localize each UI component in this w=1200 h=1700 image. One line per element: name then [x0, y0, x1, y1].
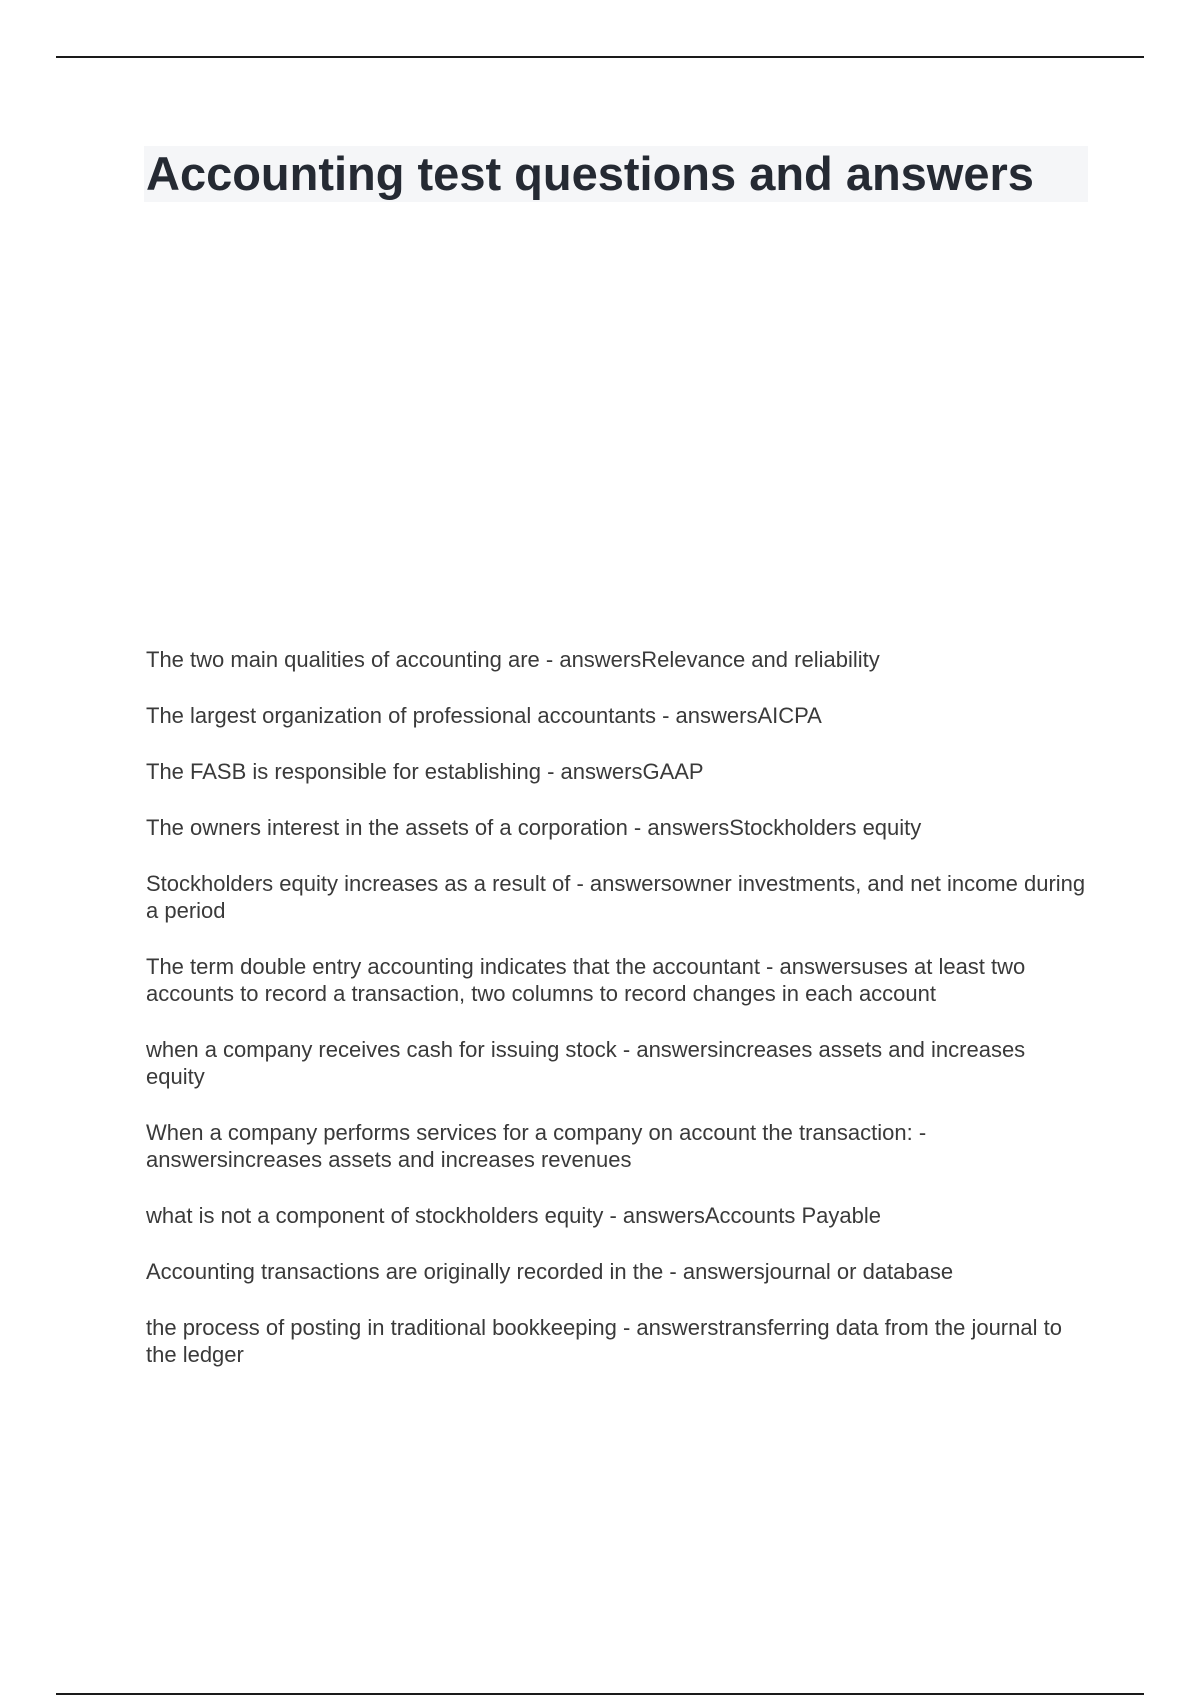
- qa-item: The owners interest in the assets of a corporation - answersStockholders equity: [146, 815, 922, 840]
- qa-item: The term double entry accounting indicates that the accountant - answersuses at least two accounts to record a transaction, two columns to record changes in each account: [146, 954, 1026, 1006]
- qa-item: The FASB is responsible for establishing - answersGAAP: [146, 759, 704, 784]
- qa-item: the process of posting in traditional bookkeeping - answerstransferring data from the journal to the ledger: [146, 1315, 1062, 1367]
- page-title: Accounting test questions and answers: [146, 147, 1034, 200]
- qa-item: when a company receives cash for issuing stock - answersincreases assets and increases equity: [146, 1037, 1026, 1089]
- qa-item: The largest organization of professional accountants - answersAICPA: [146, 703, 822, 728]
- header-rule: [56, 56, 1144, 58]
- qa-item: what is not a component of stockholders equity - answersAccounts Payable: [146, 1203, 881, 1228]
- qa-item: Stockholders equity increases as a result of - answersowner investments, and net income during a period: [146, 871, 1086, 923]
- qa-item: The two main qualities of accounting are - answersRelevance and reliability: [146, 647, 880, 672]
- qa-item: Accounting transactions are originally recorded in the - answersjournal or database: [146, 1259, 954, 1284]
- footer-rule: [56, 1693, 1144, 1695]
- qa-list: [146, 646, 1086, 1397]
- qa-item: When a company performs services for a company on account the transaction: - answersincreases assets and increases revenues: [146, 1120, 927, 1172]
